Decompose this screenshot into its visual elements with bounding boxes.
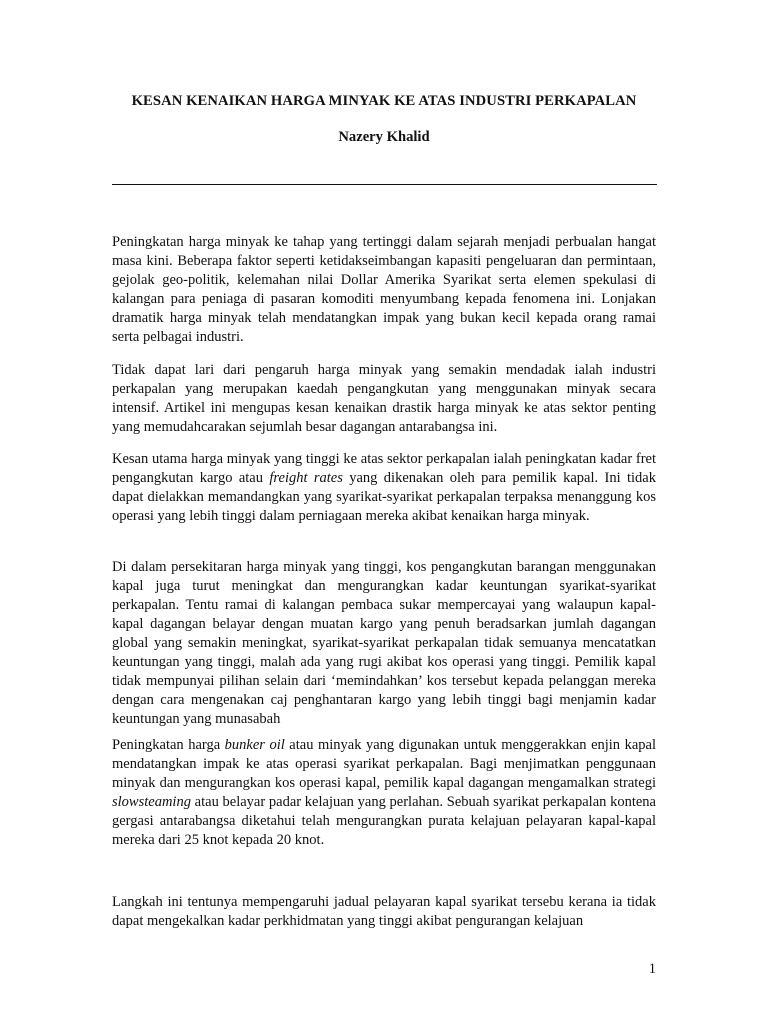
author-name: Nazery Khalid — [338, 129, 430, 145]
paragraph-5-text-b: atau minyak yang digunakan untuk menggerakkan enjin kapal mendatangkan impak ke atas operasi syarikat perkapalan. Bagi menjimatkan penggunaan minyak dan mengurangkan kos operasi kapal, pemilik kapal dagangan mengamalkan strategi — [112, 736, 656, 791]
paragraph-5-text-c: atau belayar padar kelajuan yang perlahan. Sebuah syarikat perkapalan kontena gergasi antarabangsa diketahui telah mengurangkan purata kelajuan pelayaran kapal-kapal mereka dari 25 knot kepada 20 knot. — [112, 793, 656, 848]
paragraph-3-text-b: yang dikenakan oleh para pemilik kapal. Ini tidak dapat dielakkan memandangkan yang syarikat-syarikat perkapalan terpaksa menanggung kos operasi yang lebih tinggi dalam perniagaan mereka akibat kenaikan harga minyak. — [112, 469, 656, 524]
page-number: 1 — [648, 961, 656, 977]
paragraph-2: Tidak dapat lari dari pengaruh harga minyak yang semakin mendadak ialah industri perkapalan yang merupakan kaedah pengangkutan yang menggunakan minyak secara intensif. Artikel ini mengupas kesan kenaikan drastik harga minyak ke atas sektor penting yang memudahcarakan sejumlah besar dagangan antarabangsa ini. — [112, 361, 656, 435]
paragraph-5-emphasis-2: slowsteaming — [112, 793, 191, 810]
paragraph-1: Peningkatan harga minyak ke tahap yang tertinggi dalam sejarah menjadi perbualan hangat masa kini. Beberapa faktor seperti ketidakseimbangan kapasiti pengeluaran dan permintaan, gejolak geo-politik, kelemahan nilai Dollar Amerika Syarikat serta elemen spekulasi di kalangan para peniaga di pasaran komoditi menyumbang kepada fenomena ini. Lonjakan dramatik harga minyak telah mendatangkan impak yang bukan kecil kepada orang ramai serta pelbagai industri. — [112, 233, 656, 345]
paragraph-5-text-a: Peningkatan harga — [112, 736, 225, 753]
paragraph-3-emphasis: freight rates — [269, 469, 343, 486]
title-divider — [112, 184, 657, 185]
paragraph-5-emphasis-1: bunker oil — [224, 736, 285, 753]
paragraph-3-text-a: Kesan utama harga minyak yang tinggi ke atas sektor perkapalan ialah peningkatan kadar fret pengangkutan kargo atau — [112, 450, 656, 486]
document-title: KESAN KENAIKAN HARGA MINYAK KE ATAS INDUSTRI PERKAPALAN — [131, 93, 637, 109]
paragraph-4: Di dalam persekitaran harga minyak yang tinggi, kos pengangkutan barangan menggunakan kapal juga turut meningkat dan mengurangkan kadar keuntungan syarikat-syarikat perkapalan. Tentu ramai di kalangan pembaca sukar mempercayai yang walaupun kapal-kapal dagangan belayar dengan muatan kargo yang penuh beradsarkan jumlah dagangan global yang semakin meningkat, syarikat-syarikat perkapalan tidak semuanya mencatatkan keuntungan yang tinggi, malah ada yang rugi akibat kos operasi yang tinggi. Pemilik kapal tidak mempunyai pilihan selain dari ‘memindahkan’ kos tersebut kepada pelanggan mereka dengan cara mengenakan caj penghantaran kargo yang lebih tinggi bagi menjamin kadar keuntungan yang munasabah — [112, 558, 656, 727]
paragraph-3 — [112, 450, 656, 526]
paragraph-5 — [112, 736, 656, 850]
paragraph-6: Langkah ini tentunya mempengaruhi jadual pelayaran kapal syarikat tersebu kerana ia tidak dapat mengekalkan kadar perkhidmatan yang tinggi akibat pengurangan kelajuan — [112, 893, 656, 929]
